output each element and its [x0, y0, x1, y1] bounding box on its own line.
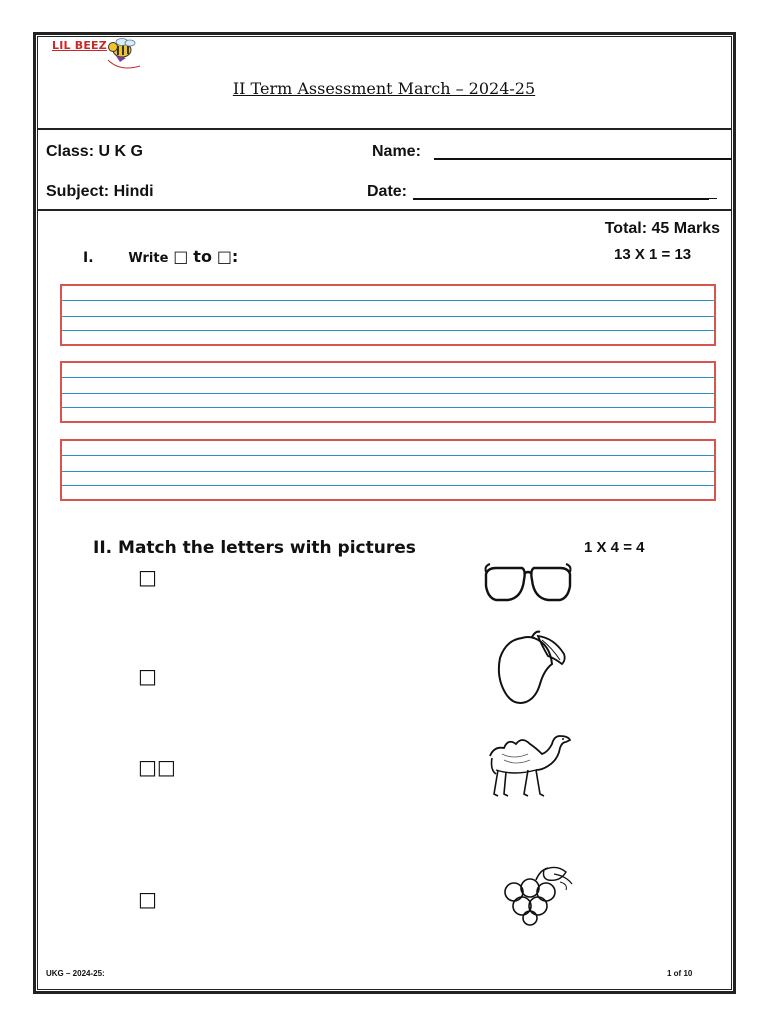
match-letter-4: □: [138, 887, 157, 911]
date-label: Date:: [367, 183, 408, 200]
mango-icon: [492, 628, 572, 708]
question-1-marks: 13 X 1 = 13: [614, 246, 692, 263]
info-divider: [37, 209, 732, 211]
writing-lines-3[interactable]: [60, 439, 716, 501]
page-border-inner: [37, 36, 732, 990]
footer-page-number: 1 of 10: [667, 969, 693, 978]
question-1-from: □: [173, 247, 189, 266]
match-letter-2: □: [138, 664, 157, 688]
date-field-tail: [709, 198, 717, 199]
class-label: Class: U K G: [46, 143, 143, 160]
header-divider: [37, 128, 732, 130]
question-1-number: I.: [83, 250, 94, 266]
match-letter-1: □: [138, 565, 157, 589]
question-1-prefix: Write: [128, 251, 169, 266]
question-2-heading: II. Match the letters with pictures: [93, 538, 416, 558]
writing-lines-2[interactable]: [60, 361, 716, 423]
name-label: Name:: [372, 143, 421, 160]
school-logo: [50, 36, 146, 74]
writing-lines-1[interactable]: [60, 284, 716, 346]
match-letter-3: □□: [138, 755, 176, 779]
grapes-icon: [500, 862, 576, 926]
date-field[interactable]: [413, 198, 709, 200]
question-1-end: □:: [216, 247, 239, 266]
total-marks: Total: 45 Marks: [604, 220, 720, 237]
question-1-to: to: [193, 247, 212, 266]
glasses-icon: [482, 562, 574, 606]
page-title: II Term Assessment March – 2024-25: [232, 79, 536, 98]
name-field[interactable]: [434, 158, 732, 160]
bee-icon: [50, 36, 146, 74]
logo-text: LIL BEEZ: [52, 39, 107, 52]
question-2-marks: 1 X 4 = 4: [584, 539, 645, 556]
camel-icon: [484, 730, 574, 802]
subject-label: Subject: Hindi: [46, 183, 154, 200]
question-1-heading: [83, 247, 238, 266]
footer-class-year: UKG – 2024-25:: [46, 969, 105, 978]
